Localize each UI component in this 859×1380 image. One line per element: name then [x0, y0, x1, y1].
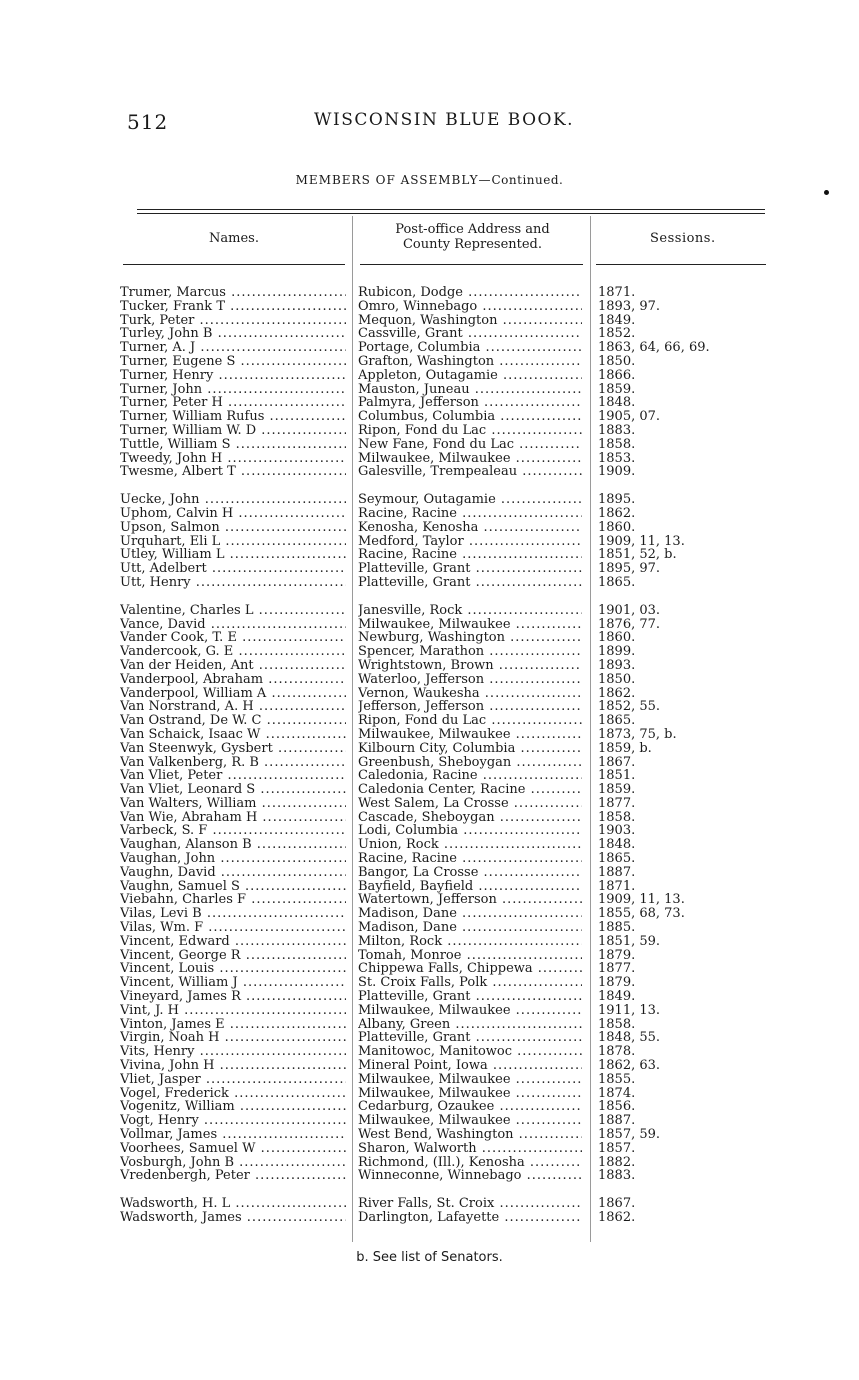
member-name: Van Norstrand, A. H .....: [120, 700, 346, 714]
table-row: [120, 1156, 760, 1170]
member-sessions: 1848.: [598, 395, 636, 411]
member-sessions: 1852.: [598, 326, 636, 342]
member-address: Racine, Racine .....: [358, 852, 582, 866]
member-sessions: 1866.: [598, 367, 636, 383]
member-name: Tucker, Frank T .....: [120, 300, 346, 314]
member-sessions: 1865.: [598, 713, 636, 729]
member-name: Vanderpool, Abraham .....: [120, 673, 346, 687]
table-row: [120, 1169, 760, 1183]
member-sessions: 1879.: [598, 975, 636, 991]
member-name: Van Steenwyk, Gysbert .....: [120, 742, 346, 756]
member-group: [120, 286, 760, 479]
member-address: Newburg, Washington .....: [358, 631, 582, 645]
member-name: Vaughan, Alanson B .....: [120, 838, 346, 852]
member-name: Valentine, Charles L .....: [120, 604, 346, 618]
member-name: Turley, John B .....: [120, 327, 346, 341]
member-name: Uphom, Calvin H .....: [120, 507, 346, 521]
member-sessions: 1879.: [598, 947, 636, 963]
member-sessions: 1853.: [598, 450, 636, 466]
top-rule: [137, 209, 765, 210]
table-row: [120, 604, 760, 618]
member-address: Janesville, Rock .....: [358, 604, 582, 618]
member-sessions: 1849.: [598, 989, 636, 1005]
member-address: Wrightstown, Brown .....: [358, 659, 582, 673]
table-row: [120, 797, 760, 811]
member-address: West Salem, La Crosse .....: [358, 797, 582, 811]
table-row: [120, 700, 760, 714]
member-address: Kenosha, Kenosha .....: [358, 521, 582, 535]
member-address: Lodi, Columbia .....: [358, 824, 582, 838]
member-name: Uecke, John .....: [120, 493, 346, 507]
member-name: Van Ostrand, De W. C .....: [120, 714, 346, 728]
member-name: Vilas, Levi B .....: [120, 907, 346, 921]
speck-mark: [824, 190, 829, 195]
member-name: Turner, William W. D .....: [120, 424, 346, 438]
section-title-main: MEMBERS OF ASSEMBLY—: [295, 173, 492, 187]
member-sessions: 1893, 97.: [598, 298, 661, 314]
table-row: [120, 1045, 760, 1059]
member-sessions: 1859.: [598, 381, 636, 397]
member-sessions: 1849.: [598, 312, 636, 328]
member-name: Voorhees, Samuel W .....: [120, 1142, 346, 1156]
table-row: [120, 811, 760, 825]
member-name: Vaughn, Samuel S .....: [120, 880, 346, 894]
column-header-post-line2: County Represented.: [402, 237, 543, 252]
member-sessions: 1855.: [598, 1071, 636, 1087]
member-group: [120, 493, 760, 590]
member-name: Van Walters, William .....: [120, 797, 346, 811]
table-row: [120, 769, 760, 783]
member-address: Richmond, (Ill.), Kenosha .....: [358, 1156, 582, 1170]
member-name: Vaughn, David .....: [120, 866, 346, 880]
member-sessions: 1848, 55.: [598, 1030, 661, 1046]
member-sessions: 1895, 97.: [598, 561, 661, 577]
table-row: [120, 438, 760, 452]
member-name: Turner, William Rufus .....: [120, 410, 346, 424]
footnote: b. See list of Senators.: [356, 1250, 503, 1265]
member-sessions: 1863, 64, 66, 69.: [598, 340, 710, 356]
member-address: Vernon, Waukesha .....: [358, 687, 582, 701]
table-row: [120, 327, 760, 341]
table-row: [120, 756, 760, 770]
member-sessions: 1862, 63.: [598, 1058, 661, 1074]
table-row: [120, 659, 760, 673]
member-address: Kilbourn City, Columbia .....: [358, 742, 582, 756]
member-sessions: 1851, 52, b.: [598, 547, 677, 563]
table-row: [120, 962, 760, 976]
member-sessions: 1850.: [598, 353, 636, 369]
member-sessions: 1856.: [598, 1099, 636, 1115]
member-address: Milwaukee, Milwaukee .....: [358, 452, 582, 466]
member-name: Trumer, Marcus .....: [120, 286, 346, 300]
table-row: [120, 576, 760, 590]
member-sessions: 1882.: [598, 1154, 636, 1170]
table-row: [120, 383, 760, 397]
table-row: [120, 507, 760, 521]
member-sessions: 1909, 11, 13.: [598, 892, 685, 908]
table-row: [120, 1031, 760, 1045]
table-row: [120, 1059, 760, 1073]
table-row: [120, 300, 760, 314]
member-name: Van Vliet, Peter .....: [120, 769, 346, 783]
table-row: [120, 1087, 760, 1101]
member-name: Vincent, Louis .....: [120, 962, 346, 976]
table-row: [120, 673, 760, 687]
member-name: Vance, David .....: [120, 618, 346, 632]
table-row: [120, 548, 760, 562]
table-row: [120, 631, 760, 645]
member-address: Milwaukee, Milwaukee .....: [358, 1087, 582, 1101]
table-row: [120, 1128, 760, 1142]
member-sessions: 1857, 59.: [598, 1127, 661, 1143]
page-number: 512: [127, 110, 169, 134]
member-sessions: 1909.: [598, 464, 636, 480]
table-row: [120, 1018, 760, 1032]
table-row: [120, 535, 760, 549]
member-address: Madison, Dane .....: [358, 907, 582, 921]
member-sessions: 1852, 55.: [598, 699, 661, 715]
table-row: [120, 1100, 760, 1114]
table-row: [120, 852, 760, 866]
member-address: Milwaukee, Milwaukee .....: [358, 1004, 582, 1018]
member-sessions: 1873, 75, b.: [598, 726, 677, 742]
member-address: Rubicon, Dodge .....: [358, 286, 582, 300]
member-name: Tweedy, John H .....: [120, 452, 346, 466]
table-row: [120, 976, 760, 990]
member-address: Madison, Dane .....: [358, 921, 582, 935]
column-header-post-office: [360, 222, 585, 252]
top-rule-double: [137, 213, 765, 214]
member-address: St. Croix Falls, Polk .....: [358, 976, 582, 990]
member-address: Spencer, Marathon .....: [358, 645, 582, 659]
member-address: Omro, Winnebago .....: [358, 300, 582, 314]
member-address: Union, Rock .....: [358, 838, 582, 852]
member-sessions: 1903.: [598, 823, 636, 839]
table-row: [120, 907, 760, 921]
member-sessions: 1883.: [598, 422, 636, 438]
member-address: West Bend, Washington .....: [358, 1128, 582, 1142]
member-sessions: 1909, 11, 13.: [598, 533, 685, 549]
table-row: [120, 465, 760, 479]
member-sessions: 1876, 77.: [598, 616, 661, 632]
member-name: Turner, Eugene S .....: [120, 355, 346, 369]
member-address: Racine, Racine .....: [358, 548, 582, 562]
member-sessions: 1858.: [598, 436, 636, 452]
member-group: [120, 604, 760, 1183]
table-row: [120, 824, 760, 838]
table-row: [120, 949, 760, 963]
member-name: Van Valkenberg, R. B .....: [120, 756, 346, 770]
table-row: [120, 921, 760, 935]
table-row: [120, 521, 760, 535]
member-sessions: 1860.: [598, 519, 636, 535]
table-row: [120, 728, 760, 742]
member-sessions: 1877.: [598, 795, 636, 811]
member-address: Winneconne, Winnebago .....: [358, 1169, 582, 1183]
member-sessions: 1862.: [598, 505, 636, 521]
member-address: Bangor, La Crosse .....: [358, 866, 582, 880]
table-row: [120, 1197, 760, 1211]
member-name: Vanderpool, William A .....: [120, 687, 346, 701]
table-row: [120, 618, 760, 632]
table-row: [120, 742, 760, 756]
table-row: [120, 714, 760, 728]
member-name: Van Schaick, Isaac W .....: [120, 728, 346, 742]
table-row: [120, 452, 760, 466]
member-address: Medford, Taylor .....: [358, 535, 582, 549]
member-address: River Falls, St. Croix .....: [358, 1197, 582, 1211]
member-address: New Fane, Fond du Lac .....: [358, 438, 582, 452]
member-sessions: 1887.: [598, 1113, 636, 1129]
member-name: Urquhart, Eli L .....: [120, 535, 346, 549]
member-address: Racine, Racine .....: [358, 507, 582, 521]
table-row: [120, 314, 760, 328]
member-address: Columbus, Columbia .....: [358, 410, 582, 424]
member-name: Varbeck, S. F .....: [120, 824, 346, 838]
member-sessions: 1899.: [598, 644, 636, 660]
member-name: Utt, Adelbert .....: [120, 562, 346, 576]
member-address: Caledonia, Racine .....: [358, 769, 582, 783]
member-sessions: 1860.: [598, 630, 636, 646]
table-row: [120, 838, 760, 852]
member-name: Vineyard, James R .....: [120, 990, 346, 1004]
member-address: Portage, Columbia .....: [358, 341, 582, 355]
member-sessions: 1878.: [598, 1044, 636, 1060]
member-sessions: 1874.: [598, 1085, 636, 1101]
table-row: [120, 783, 760, 797]
column-header-post-line1: Post-office Address and: [395, 222, 550, 237]
table-row: [120, 1004, 760, 1018]
member-address: Greenbush, Sheboygan .....: [358, 756, 582, 770]
member-sessions: 1867.: [598, 754, 636, 770]
member-sessions: 1865.: [598, 851, 636, 867]
member-address: Platteville, Grant .....: [358, 562, 582, 576]
member-sessions: 1859, b.: [598, 740, 652, 756]
member-sessions: 1862.: [598, 1210, 636, 1225]
member-address: Platteville, Grant .....: [358, 990, 582, 1004]
member-address: Mineral Point, Iowa .....: [358, 1059, 582, 1073]
member-name: Vogel, Frederick .....: [120, 1087, 346, 1101]
member-name: Vander Cook, T. E .....: [120, 631, 346, 645]
running-head: WISCONSIN BLUE BOOK.: [314, 110, 575, 130]
header-underline-names: [123, 264, 345, 265]
table-row: [120, 990, 760, 1004]
member-address: Caledonia Center, Racine .....: [358, 783, 582, 797]
table-row: [120, 424, 760, 438]
member-address: Galesville, Trempealeau .....: [358, 465, 582, 479]
member-address: Jefferson, Jefferson .....: [358, 700, 582, 714]
member-sessions: 1871.: [598, 878, 636, 894]
member-address: Platteville, Grant .....: [358, 1031, 582, 1045]
member-address: Watertown, Jefferson .....: [358, 893, 582, 907]
member-sessions: 1887.: [598, 864, 636, 880]
table-row: [120, 396, 760, 410]
member-sessions: 1905, 07.: [598, 409, 661, 425]
header-underline-sessions: [596, 264, 766, 265]
member-address: Albany, Green .....: [358, 1018, 582, 1032]
member-name: Vollmar, James .....: [120, 1128, 346, 1142]
member-sessions: 1858.: [598, 809, 636, 825]
table-row: [120, 341, 760, 355]
table-row: [120, 866, 760, 880]
member-name: Vosburgh, John B .....: [120, 1156, 346, 1170]
header-underline-post: [360, 264, 583, 265]
member-name: Vits, Henry .....: [120, 1045, 346, 1059]
member-address: Seymour, Outagamie .....: [358, 493, 582, 507]
member-name: Turner, A. J .....: [120, 341, 346, 355]
member-address: Mequon, Washington .....: [358, 314, 582, 328]
table-row: [120, 880, 760, 894]
table-row: [120, 369, 760, 383]
member-name: Vliet, Jasper .....: [120, 1073, 346, 1087]
member-name: Turner, Peter H .....: [120, 396, 346, 410]
member-sessions: 1901, 03.: [598, 602, 661, 618]
member-sessions: 1859.: [598, 782, 636, 798]
member-address: Milwaukee, Milwaukee .....: [358, 618, 582, 632]
member-sessions: 1857.: [598, 1140, 636, 1156]
member-name: Vincent, George R .....: [120, 949, 346, 963]
table-row: [120, 410, 760, 424]
member-name: Van Wie, Abraham H .....: [120, 811, 346, 825]
member-sessions: 1871.: [598, 285, 636, 300]
member-address: Palmyra, Jefferson .....: [358, 396, 582, 410]
member-address: Milton, Rock .....: [358, 935, 582, 949]
member-sessions: 1865.: [598, 574, 636, 590]
member-address: Manitowoc, Manitowoc .....: [358, 1045, 582, 1059]
member-sessions: 1851, 59.: [598, 933, 661, 949]
table-row: [120, 687, 760, 701]
member-address: Darlington, Lafayette .....: [358, 1211, 582, 1225]
member-address: Cascade, Sheboygan .....: [358, 811, 582, 825]
member-sessions: 1851.: [598, 768, 636, 784]
members-table: [120, 286, 760, 1239]
member-name: Tuttle, William S .....: [120, 438, 346, 452]
member-name: Vandercook, G. E .....: [120, 645, 346, 659]
member-sessions: 1883.: [598, 1168, 636, 1184]
table-row: [120, 1142, 760, 1156]
member-sessions: 1855, 68, 73.: [598, 906, 685, 922]
member-address: Platteville, Grant .....: [358, 576, 582, 590]
member-sessions: 1858.: [598, 1016, 636, 1032]
member-name: Vogenitz, William .....: [120, 1100, 346, 1114]
section-title-continued: Continued.: [491, 173, 564, 187]
member-name: Wadsworth, James .....: [120, 1211, 346, 1225]
table-row: [120, 893, 760, 907]
member-address: Grafton, Washington .....: [358, 355, 582, 369]
member-address: Sharon, Walworth .....: [358, 1142, 582, 1156]
member-address: Milwaukee, Milwaukee .....: [358, 1114, 582, 1128]
column-header-sessions: Sessions.: [650, 231, 716, 246]
member-name: Vilas, Wm. F .....: [120, 921, 346, 935]
member-sessions: 1867.: [598, 1196, 636, 1212]
member-address: Appleton, Outagamie .....: [358, 369, 582, 383]
member-name: Van der Heiden, Ant .....: [120, 659, 346, 673]
member-sessions: 1848.: [598, 837, 636, 853]
column-header-names: Names.: [209, 231, 259, 246]
member-address: Milwaukee, Milwaukee .....: [358, 728, 582, 742]
member-name: Vincent, William J .....: [120, 976, 346, 990]
member-address: Bayfield, Bayfield .....: [358, 880, 582, 894]
member-name: Turner, Henry .....: [120, 369, 346, 383]
member-address: Cedarburg, Ozaukee .....: [358, 1100, 582, 1114]
table-row: [120, 1073, 760, 1087]
member-name: Virgin, Noah H .....: [120, 1031, 346, 1045]
member-group: [120, 1197, 760, 1225]
member-name: Utt, Henry .....: [120, 576, 346, 590]
member-name: Vivina, John H .....: [120, 1059, 346, 1073]
member-name: Vogt, Henry .....: [120, 1114, 346, 1128]
member-sessions: 1893.: [598, 657, 636, 673]
member-sessions: 1911, 13.: [598, 1002, 661, 1018]
member-name: Vincent, Edward .....: [120, 935, 346, 949]
member-address: Ripon, Fond du Lac .....: [358, 424, 582, 438]
member-sessions: 1877.: [598, 961, 636, 977]
member-name: Turk, Peter .....: [120, 314, 346, 328]
member-name: Vint, J. H .....: [120, 1004, 346, 1018]
member-address: Tomah, Monroe .....: [358, 949, 582, 963]
member-name: Vaughan, John .....: [120, 852, 346, 866]
member-address: Milwaukee, Milwaukee .....: [358, 1073, 582, 1087]
table-row: [120, 562, 760, 576]
member-address: Cassville, Grant .....: [358, 327, 582, 341]
member-name: Van Vliet, Leonard S .....: [120, 783, 346, 797]
member-sessions: 1885.: [598, 920, 636, 936]
member-name: Utley, William L .....: [120, 548, 346, 562]
member-address: Mauston, Juneau .....: [358, 383, 582, 397]
member-sessions: 1895.: [598, 492, 636, 508]
table-row: [120, 493, 760, 507]
member-sessions: 1862.: [598, 685, 636, 701]
table-row: [120, 935, 760, 949]
table-row: [120, 355, 760, 369]
member-name: Twesme, Albert T .....: [120, 465, 346, 479]
member-name: Wadsworth, H. L .....: [120, 1197, 346, 1211]
member-name: Upson, Salmon .....: [120, 521, 346, 535]
member-name: Vredenbergh, Peter .....: [120, 1169, 346, 1183]
table-row: [120, 1114, 760, 1128]
table-row: [120, 1211, 760, 1225]
member-address: Waterloo, Jefferson .....: [358, 673, 582, 687]
section-title: [0, 173, 859, 187]
member-address: Chippewa Falls, Chippewa .....: [358, 962, 582, 976]
table-row: [120, 645, 760, 659]
member-name: Vinton, James E .....: [120, 1018, 346, 1032]
table-row: [120, 286, 760, 300]
member-address: Ripon, Fond du Lac .....: [358, 714, 582, 728]
member-name: Turner, John .....: [120, 383, 346, 397]
member-name: Viebahn, Charles F .....: [120, 893, 346, 907]
member-sessions: 1850.: [598, 671, 636, 687]
